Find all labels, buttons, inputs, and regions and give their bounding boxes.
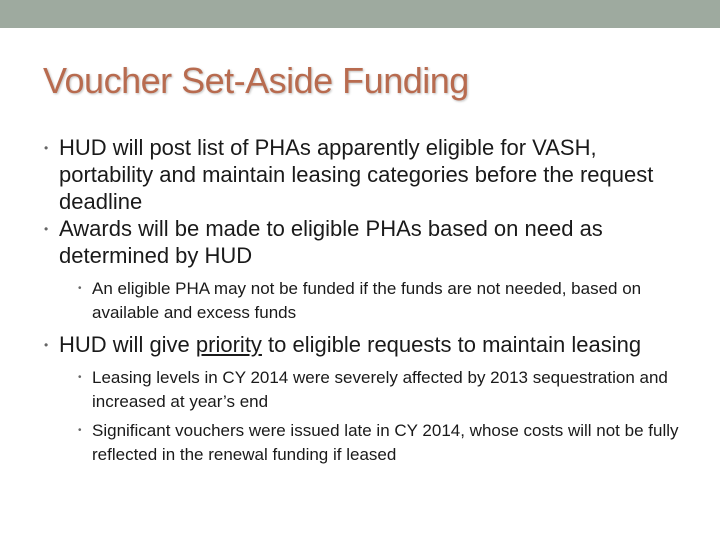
bullet-3	[44, 331, 684, 358]
sub-bullet-dot: •	[78, 425, 82, 436]
bullet-dot: •	[44, 222, 49, 236]
bullet-3-text-before: HUD will give	[59, 332, 196, 357]
sub-bullet-dot: •	[78, 372, 82, 383]
slide-title: Voucher Set-Aside Funding	[43, 60, 469, 101]
bullet-2-text: Awards will be made to eligible PHAs based on need as determined by HUD	[59, 216, 603, 268]
bullet-3-sub-2	[78, 419, 684, 467]
bullet-3-sub-1-text: Leasing levels in CY 2014 were severely affected by 2013 sequestration and increased at year’s end	[92, 368, 668, 411]
slide-top-bar	[0, 0, 720, 28]
bullet-3-sub-2-text: Significant vouchers were issued late in CY 2014, whose costs will not be fully reflected in the renewal funding if leased	[92, 421, 679, 464]
slide-content	[44, 134, 684, 472]
bullet-3-sub-1	[78, 366, 684, 414]
bullet-2-sub-1-text: An eligible PHA may not be funded if the funds are not needed, based on available and excess funds	[92, 279, 642, 322]
bullet-3-underlined-word: priority	[195, 332, 262, 357]
bullet-dot: •	[44, 338, 49, 352]
sub-bullet-dot: •	[78, 283, 82, 294]
bullet-2-sub-1	[78, 277, 684, 325]
bullet-2	[44, 215, 684, 269]
bullet-1-text: HUD will post list of PHAs apparently eligible for VASH, portability and maintain leasing categories before the request deadline	[59, 135, 654, 214]
bullet-3-text-after: to eligible requests to maintain leasing	[261, 332, 642, 357]
bullet-1	[44, 134, 684, 215]
bullet-dot: •	[44, 141, 49, 155]
